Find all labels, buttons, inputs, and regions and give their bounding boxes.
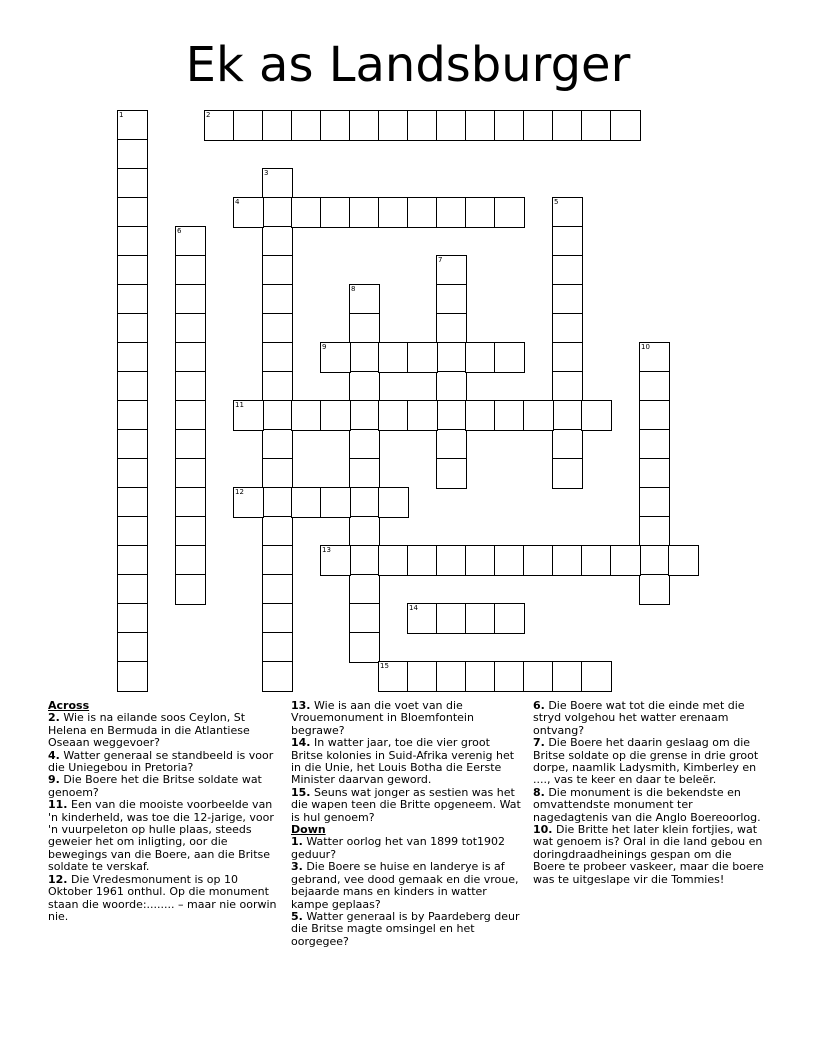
grid-cell[interactable]: [436, 371, 467, 402]
grid-cell[interactable]: [349, 574, 380, 605]
grid-cell[interactable]: [349, 342, 380, 373]
grid-cell[interactable]: [262, 226, 293, 257]
grid-cell[interactable]: [552, 458, 583, 489]
grid-cell[interactable]: [378, 197, 409, 228]
grid-cell[interactable]: [262, 400, 293, 431]
clue-item: 11. Een van die mooiste voorbeelde van 'n kinderheld, was toe die 12-jarige, voor 'n vuurpeleton op hulle plaas, steeds geweier het om inligting, oor die bewegings van die Boere, aan die Britse soldate te verskaf.: [48, 798, 274, 874]
grid-cell[interactable]: [262, 313, 293, 344]
grid-cell[interactable]: [407, 342, 438, 373]
clue-item: 8. Die monument is die bekendste en omvattendste monument ter nagedagtenis van die Anglo Boereoorlog.: [533, 785, 761, 824]
grid-cell[interactable]: [465, 545, 496, 576]
grid-cell[interactable]: [465, 661, 496, 692]
grid-cell[interactable]: [407, 400, 438, 431]
grid-cell[interactable]: [523, 110, 554, 141]
grid-cell[interactable]: [436, 313, 467, 344]
grid-cell[interactable]: [175, 545, 206, 576]
grid-cell[interactable]: [668, 545, 699, 576]
grid-cell[interactable]: [262, 342, 293, 373]
grid-cell[interactable]: [378, 661, 409, 692]
grid-cell[interactable]: [639, 574, 670, 605]
grid-cell[interactable]: [117, 168, 148, 199]
grid-cell[interactable]: [349, 110, 380, 141]
grid-cell[interactable]: [436, 110, 467, 141]
clue-item: 12. Die Vredesmonument is op 10 Oktober 1961 onthul. Op die monument staan die woorde:........ – maar nie oorwin nie.: [48, 872, 277, 923]
grid-cell[interactable]: [407, 603, 438, 634]
grid-cell[interactable]: [610, 545, 641, 576]
grid-cell[interactable]: [117, 429, 148, 460]
grid-cell[interactable]: [349, 284, 380, 315]
grid-cell[interactable]: [175, 487, 206, 518]
grid-cell[interactable]: [523, 400, 554, 431]
grid-cell[interactable]: [349, 516, 380, 547]
grid-cell[interactable]: [262, 458, 293, 489]
grid-cell[interactable]: [349, 400, 380, 431]
across-heading: Across: [48, 699, 90, 712]
grid-cell[interactable]: [175, 400, 206, 431]
grid-cell[interactable]: [639, 342, 670, 373]
grid-cell[interactable]: [552, 284, 583, 315]
grid-cell[interactable]: [465, 110, 496, 141]
grid-cell[interactable]: [291, 487, 322, 518]
grid-cell[interactable]: [552, 400, 583, 431]
clue-item: 4. Watter generaal se standbeeld is voor die Uniegebou in Pretoria?: [48, 748, 274, 775]
grid-cell[interactable]: [639, 487, 670, 518]
grid-cell[interactable]: [494, 342, 525, 373]
grid-cell[interactable]: [494, 110, 525, 141]
grid-cell[interactable]: [262, 632, 293, 663]
grid-cell[interactable]: [204, 110, 235, 141]
grid-cell[interactable]: [262, 516, 293, 547]
clue-item: 7. Die Boere het daarin geslaag om die Britse soldate op die grense in drie groot dorpe, naamlik Ladysmith, Kimberley en ...., vas te keer en daar te beleër.: [533, 736, 759, 787]
grid-cell[interactable]: [436, 458, 467, 489]
grid-cell[interactable]: [117, 400, 148, 431]
grid-cell[interactable]: [552, 197, 583, 228]
grid-cell[interactable]: [436, 284, 467, 315]
grid-cell[interactable]: [262, 168, 293, 199]
clue-number: 11: [235, 401, 244, 409]
grid-cell[interactable]: [581, 110, 612, 141]
clue-number: 1: [119, 111, 124, 119]
grid-cell[interactable]: [117, 255, 148, 286]
grid-cell[interactable]: [117, 574, 148, 605]
grid-cell[interactable]: [610, 110, 641, 141]
grid-cell[interactable]: [378, 545, 409, 576]
clue-number: 9: [322, 343, 327, 351]
grid-cell[interactable]: [552, 255, 583, 286]
grid-cell[interactable]: [552, 226, 583, 257]
grid-cell[interactable]: [494, 603, 525, 634]
grid-cell[interactable]: [552, 313, 583, 344]
clue-item: 14. In watter jaar, toe die vier groot Britse kolonies in Suid-Afrika verenig het in die Unie, het Louis Botha die Eerste Minister daarvan geword.: [291, 736, 515, 787]
clue-item: 1. Watter oorlog het van 1899 tot1902 geduur?: [291, 835, 506, 861]
clue-item: 6. Die Boere wat tot die einde met die stryd volgehou het watter erenaam ontvang?: [533, 699, 745, 737]
grid-cell[interactable]: [407, 197, 438, 228]
grid-cell[interactable]: [117, 516, 148, 547]
grid-cell[interactable]: [436, 545, 467, 576]
grid-cell[interactable]: [639, 516, 670, 547]
grid-cell[interactable]: [175, 429, 206, 460]
grid-cell[interactable]: [117, 342, 148, 373]
grid-cell[interactable]: [349, 313, 380, 344]
grid-cell[interactable]: [349, 458, 380, 489]
grid-cell[interactable]: [436, 255, 467, 286]
grid-cell[interactable]: [407, 545, 438, 576]
grid-cell[interactable]: [117, 661, 148, 692]
clue-item: 5. Watter generaal is by Paardeberg deur die Britse magte omsingel en het oorgegee?: [291, 909, 520, 948]
grid-cell[interactable]: [117, 632, 148, 663]
grid-cell[interactable]: [117, 313, 148, 344]
clues-column-1: [48, 700, 282, 923]
grid-cell[interactable]: [407, 661, 438, 692]
grid-cell[interactable]: [262, 255, 293, 286]
grid-cell[interactable]: [117, 197, 148, 228]
grid-cell[interactable]: [291, 197, 322, 228]
grid-cell[interactable]: [320, 487, 351, 518]
grid-cell[interactable]: [175, 516, 206, 547]
grid-cell[interactable]: [233, 400, 264, 431]
grid-cell[interactable]: [523, 661, 554, 692]
clues-column-3: [533, 700, 767, 886]
grid-cell[interactable]: [175, 342, 206, 373]
grid-cell[interactable]: [552, 371, 583, 402]
grid-cell[interactable]: [523, 545, 554, 576]
grid-cell[interactable]: [349, 371, 380, 402]
grid-cell[interactable]: [175, 313, 206, 344]
down-heading: Down: [291, 823, 326, 837]
grid-cell[interactable]: [552, 661, 583, 692]
grid-cell[interactable]: [349, 487, 380, 518]
grid-cell[interactable]: [639, 545, 670, 576]
grid-cell[interactable]: [436, 342, 467, 373]
grid-cell[interactable]: [262, 284, 293, 315]
grid-cell[interactable]: [175, 226, 206, 257]
grid-cell[interactable]: [436, 661, 467, 692]
grid-cell[interactable]: [117, 458, 148, 489]
grid-cell[interactable]: [494, 545, 525, 576]
grid-cell[interactable]: [117, 371, 148, 402]
grid-cell[interactable]: [494, 400, 525, 431]
grid-cell[interactable]: [639, 400, 670, 431]
clue-item: 2. Wie is na eilande soos Ceylon, St Helena en Bermuda in die Atlantiese Oseaan weggevoer?: [48, 711, 250, 750]
grid-cell[interactable]: [262, 603, 293, 634]
grid-cell[interactable]: [436, 197, 467, 228]
grid-cell[interactable]: [378, 110, 409, 141]
grid-cell[interactable]: [436, 603, 467, 634]
clue-number: 4: [235, 198, 240, 206]
grid-cell[interactable]: [291, 400, 322, 431]
clues-column-2: [291, 700, 525, 948]
grid-cell[interactable]: [436, 400, 467, 431]
grid-cell[interactable]: [320, 342, 351, 373]
grid-cell[interactable]: [291, 110, 322, 141]
grid-cell[interactable]: [262, 574, 293, 605]
grid-cell[interactable]: [233, 487, 264, 518]
grid-cell[interactable]: [117, 226, 148, 257]
grid-cell[interactable]: [117, 110, 148, 141]
grid-cell[interactable]: [117, 487, 148, 518]
grid-cell[interactable]: [262, 661, 293, 692]
grid-cell[interactable]: [175, 574, 206, 605]
grid-cell[interactable]: [378, 342, 409, 373]
clue-number: 15: [380, 662, 389, 670]
grid-cell[interactable]: [465, 197, 496, 228]
clue-number: 7: [438, 256, 443, 264]
clue-number: 3: [264, 169, 269, 177]
grid-cell[interactable]: [436, 429, 467, 460]
grid-cell[interactable]: [465, 603, 496, 634]
grid-cell[interactable]: [262, 110, 293, 141]
grid-cell[interactable]: [349, 429, 380, 460]
grid-cell[interactable]: [117, 139, 148, 170]
grid-cell[interactable]: [639, 458, 670, 489]
grid-cell[interactable]: [320, 197, 351, 228]
clue-number: 14: [409, 604, 418, 612]
clue-number: 12: [235, 488, 244, 496]
grid-cell[interactable]: [262, 545, 293, 576]
grid-cell[interactable]: [349, 197, 380, 228]
grid-cell[interactable]: [552, 429, 583, 460]
grid-cell[interactable]: [465, 400, 496, 431]
grid-cell[interactable]: [639, 429, 670, 460]
grid-cell[interactable]: [581, 661, 612, 692]
grid-cell[interactable]: [262, 371, 293, 402]
grid-cell[interactable]: [465, 342, 496, 373]
grid-cell[interactable]: [552, 110, 583, 141]
grid-cell[interactable]: [320, 400, 351, 431]
grid-cell[interactable]: [552, 342, 583, 373]
clue-number: 6: [177, 227, 182, 235]
grid-cell[interactable]: [175, 284, 206, 315]
grid-cell[interactable]: [117, 284, 148, 315]
grid-cell[interactable]: [175, 371, 206, 402]
grid-cell[interactable]: [233, 197, 264, 228]
puzzle-title: Ek as Landsburger: [185, 37, 631, 93]
grid-cell[interactable]: [262, 197, 293, 228]
clue-number: 10: [641, 343, 650, 351]
grid-cell[interactable]: [407, 110, 438, 141]
grid-cell[interactable]: [175, 255, 206, 286]
grid-cell[interactable]: [552, 545, 583, 576]
grid-cell[interactable]: [639, 371, 670, 402]
clue-number: 8: [351, 285, 356, 293]
grid-cell[interactable]: [117, 603, 148, 634]
grid-cell[interactable]: [349, 603, 380, 634]
clue-item: 15. Seuns wat jonger as sestien was het die wapen teen die Britte opgeneem. Wat is hul genoem?: [291, 785, 521, 824]
grid-cell[interactable]: [117, 545, 148, 576]
grid-cell[interactable]: [349, 632, 380, 663]
grid-cell[interactable]: [349, 545, 380, 576]
clue-item: 10. Die Britte het later klein fortjies, wat wat genoem is? Oral in die land gebou en doringdraadheinings gespan om die Boere te probeer vaskeer, maar die boere was te uitgeslape vir die Tommies!: [533, 823, 764, 886]
clue-item: 9. Die Boere het die Britse soldate wat genoem?: [48, 773, 262, 799]
grid-cell[interactable]: [494, 661, 525, 692]
grid-cell[interactable]: [320, 110, 351, 141]
clue-item: 3. Die Boere se huise en landerye is af gebrand, vee dood gemaak en die vroue, bejaarde mans en kinders in watter kampe geplaas?: [291, 860, 519, 911]
clue-number: 13: [322, 546, 331, 554]
grid-cell[interactable]: [262, 487, 293, 518]
grid-cell[interactable]: [581, 400, 612, 431]
grid-cell[interactable]: [175, 458, 206, 489]
grid-cell[interactable]: [262, 429, 293, 460]
clue-number: 5: [554, 198, 559, 206]
clue-number: 2: [206, 111, 211, 119]
grid-cell[interactable]: [320, 545, 351, 576]
grid-cell[interactable]: [233, 110, 264, 141]
grid-cell[interactable]: [378, 487, 409, 518]
grid-cell[interactable]: [494, 197, 525, 228]
clue-item: 13. Wie is aan die voet van die Vrouemonument in Bloemfontein begrawe?: [291, 699, 474, 737]
grid-cell[interactable]: [581, 545, 612, 576]
grid-cell[interactable]: [378, 400, 409, 431]
